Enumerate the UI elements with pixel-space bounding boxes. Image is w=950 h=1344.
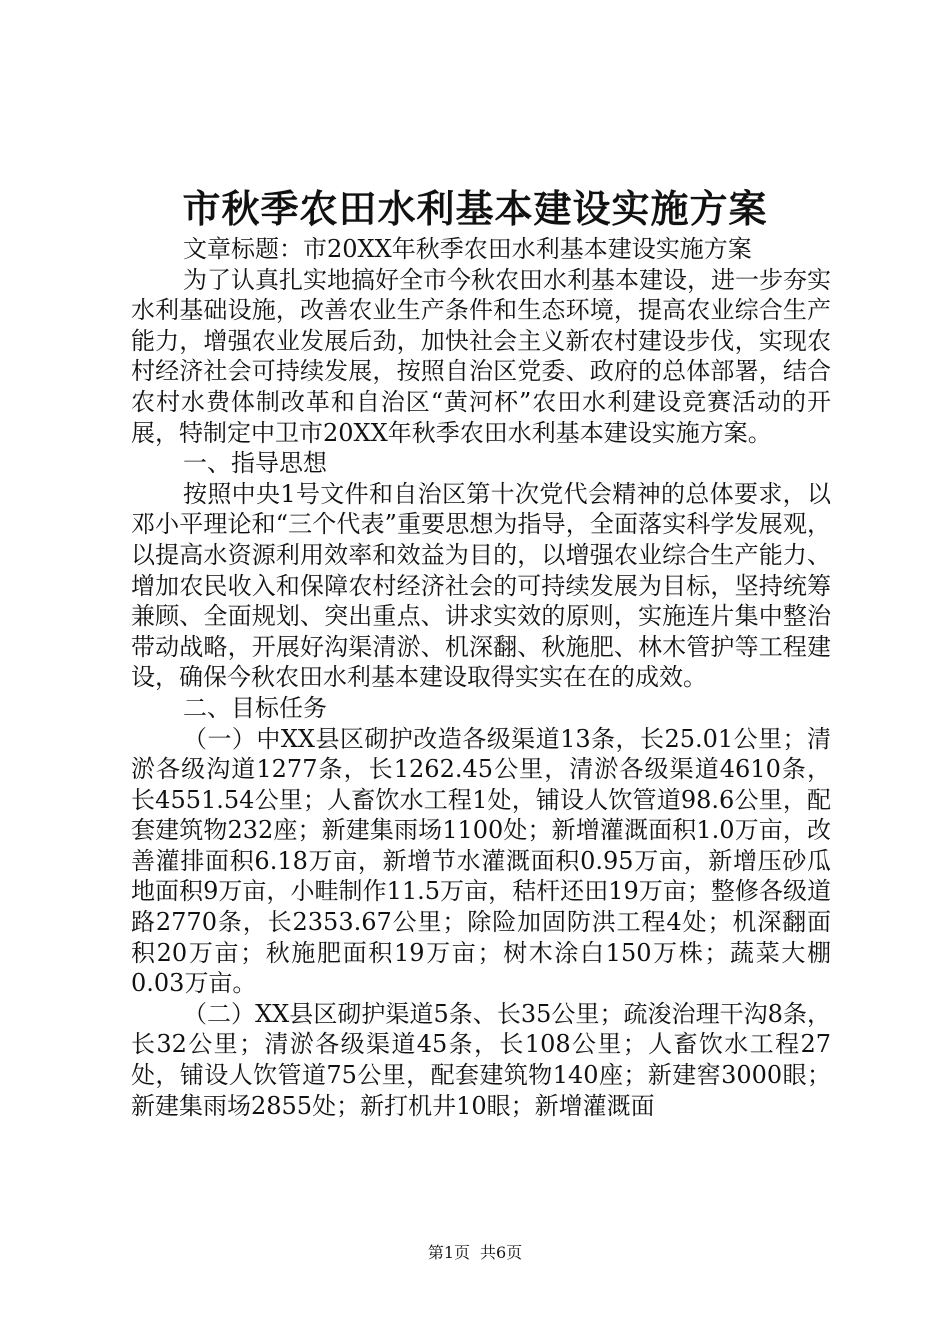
page-number: 第1页 [427,1243,470,1262]
target-item-1: （一）中XX县区砌护改造各级渠道13条，长25.01公里；清淤各级沟道1277条，长1262.45公里，清淤各级渠道4610条，长4551.54公里；人畜饮水工程1处，铺设人饮管道98.6公里，配套建筑物232座；新建集雨场1100处；新增灌溉面积1.0万亩，改善灌排面积6.18万亩，新增节水灌溉面积0.95万亩，新增压砂瓜地面积9万亩，小畦制作11.5万亩，秸杆还田19万亩；整修各级道路2770条，长2353.67公里；除险加固防洪工程4处；机深翻面积20万亩；秋施肥面积19万亩；树木涂白150万株；蔬菜大棚0.03万亩。 [131,724,831,998]
document-body [131,234,831,1121]
target-item-2: （二）XX县区砌护渠道5条、长35公里；疏浚治理干沟8条，长32公里；清淤各级渠道45条，长108公里；人畜饮水工程27处，铺设人饮管道75公里，配套建筑物140座；新建窖3000眼；新建集雨场2855处；新打机井10眼；新增灌溉面 [131,999,831,1120]
intro-paragraph: 为了认真扎实地搞好全市今秋农田水利基本建设，进一步夯实水利基础设施，改善农业生产条件和生态环境，提高农业综合生产能力，增强农业发展后劲，加快社会主义新农村建设步伐，实现农村经济社会可持续发展，按照自治区党委、政府的总体部署，结合农村水费体制改革和自治区“黄河杯”农田水利建设竞赛活动的开展，特制定中卫市20XX年秋季农田水利基本建设实施方案。 [131,265,831,447]
section-heading-targets: 二、目标任务 [183,693,327,722]
document-title: 市秋季农田水利基本建设实施方案 [182,186,768,231]
article-title-line: 文章标题：市20XX年秋季农田水利基本建设实施方案 [183,235,752,263]
page-total: 共6页 [480,1243,523,1262]
guiding-thought-paragraph: 按照中央1号文件和自治区第十次党代会精神的总体要求，以邓小平理论和“三个代表”重要思想为指导，全面落实科学发展观，以提高水资源利用效率和效益为目的，以增强农业综合生产能力、增加农民收入和保障农村经济社会的可持续发展为目标，坚持统筹兼顾、全面规划、突出重点、讲求实效的原则，实施连片集中整治带动战略，开展好沟渠清淤、机深翻、秋施肥、林木管护等工程建设，确保今秋农田水利基本建设取得实实在在的成效。 [131,479,831,692]
section-heading-guiding-thought: 一、指导思想 [183,449,327,478]
page-footer [0,1243,950,1263]
